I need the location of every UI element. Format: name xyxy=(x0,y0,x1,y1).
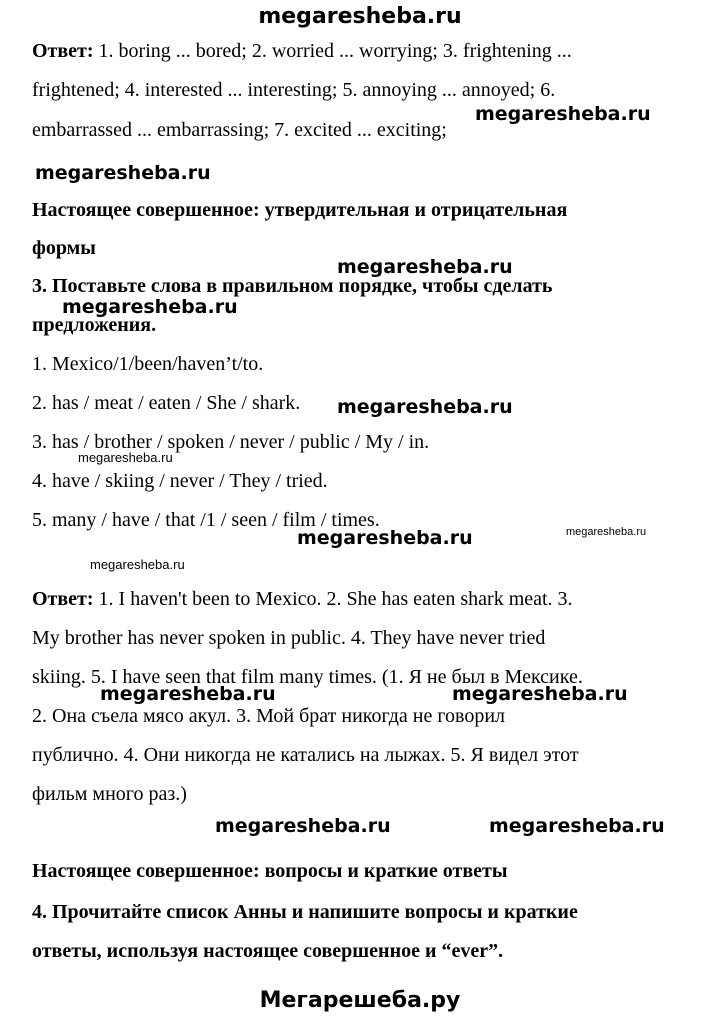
task-4-instruction: 4. Прочитайте список Анны и напишите вопросы и краткие xyxy=(32,901,578,923)
answer-2-line-4: 2. Она съела мясо акул. 3. Мой брат никогда не говорил xyxy=(32,705,506,727)
watermark: megaresheba.ru xyxy=(489,815,665,837)
watermark: megaresheba.ru xyxy=(297,527,473,549)
answer-2-line-5: публично. 4. Они никогда не катались на лыжах. 5. Я видел этот xyxy=(32,744,579,766)
answer-1-line-3: embarrassed ... embarrassing; 7. excited ... exciting; xyxy=(32,119,447,141)
answer-1-line-1: Ответ: 1. boring ... bored; 2. worried ... worrying; 3. frightening ... xyxy=(32,40,572,62)
task-3-instruction-cont: предложения. xyxy=(32,314,157,336)
answer-1-line-2: frightened; 4. interested ... interesting; 5. annoying ... annoyed; 6. xyxy=(32,79,556,101)
watermark: megaresheba.ru xyxy=(566,526,647,538)
answer-2-line-1: Ответ: 1. I haven't been to Mexico. 2. She has eaten shark meat. 3. xyxy=(32,588,573,610)
watermark: megaresheba.ru xyxy=(62,296,238,318)
watermark: megaresheba.ru xyxy=(215,815,391,837)
answer-2-line-2: My brother has never spoken in public. 4. They have never tried xyxy=(32,627,546,649)
section-heading-affirmative-negative-cont: формы xyxy=(32,237,96,259)
watermark: megaresheba.ru xyxy=(337,396,513,418)
answer-label: Ответ: xyxy=(32,588,94,610)
answer-2-line-3: skiing. 5. I have seen that film many times. (1. Я не был в Мексике. xyxy=(32,666,583,688)
watermark: megaresheba.ru xyxy=(35,162,211,184)
task-3-instruction: 3. Поставьте слова в правильном порядке, чтобы сделать xyxy=(32,275,553,297)
answer-2-line-6: фильм много раз.) xyxy=(32,783,187,805)
task-3-item-2: 2. has / meat / eaten / She / shark. xyxy=(32,392,301,414)
watermark: megaresheba.ru xyxy=(90,557,185,572)
watermark: megaresheba.ru xyxy=(100,683,276,705)
page-title: megaresheba.ru xyxy=(258,4,462,29)
task-3-item-1: 1. Mexico/1/been/haven’t/to. xyxy=(32,353,264,375)
answer-label: Ответ: xyxy=(32,40,94,62)
watermark: megaresheba.ru xyxy=(452,683,628,705)
section-heading-affirmative-negative: Настоящее совершенное: утвердительная и отрицательная xyxy=(32,199,568,221)
footer-title: Мегарешеба.ру xyxy=(259,988,461,1013)
watermark: megaresheba.ru xyxy=(337,256,513,278)
watermark: megaresheba.ru xyxy=(78,450,173,465)
task-3-item-4: 4. have / skiing / never / They / tried. xyxy=(32,470,328,492)
section-heading-questions: Настоящее совершенное: вопросы и краткие ответы xyxy=(32,860,508,882)
watermark: megaresheba.ru xyxy=(475,103,651,125)
task-4-instruction-cont: ответы, используя настоящее совершенное и “ever”. xyxy=(32,940,504,962)
task-3-item-3: 3. has / brother / spoken / never / public / My / in. xyxy=(32,431,430,453)
task-3-item-5: 5. many / have / that /1 / seen / film / times. xyxy=(32,509,380,531)
